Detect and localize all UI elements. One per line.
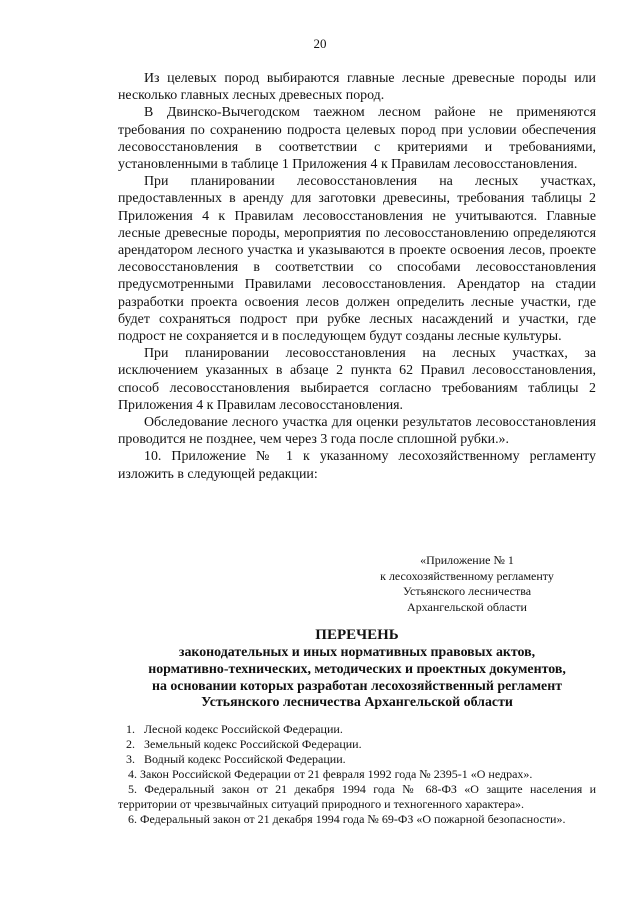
page-number: 20: [313, 36, 327, 51]
paragraph: В Двинско-Вычегодском таежном лесном районе не применяются требования по сохранению подроста целевых пород при условии обеспечения лесовосстановления в соответствии с критериями и требованиями, установленными в таблице 1 Приложения 4 к Правилам лесовосстановления.: [118, 105, 596, 173]
list-item: 2. Земельный кодекс Российской Федерации.: [126, 737, 362, 751]
paragraph: При планировании лесовосстановления на лесных участках, предоставленных в аренду для заготовки древесины, требования таблицы 2 Приложения 4 к Правилам лесовосстановления не учитываются. Главные лесные древесные породы, мероприятия по лесовосстановлению определяются арендатором лесного участка и указываются в проекте освоения лесов, проекте лесовосстановления в соответствии со способами лесовосстановления предусмотренными Правилами лесовосстановления. Арендатор на стадии разработки проекта освоения лесов должен определить лесные участки, где будет сохраняться подрост при рубке лесных насаждений и участки, где подрост не сохраняется и в последующем будут созданы лесные культуры.: [118, 174, 596, 345]
body-text: [118, 70, 596, 483]
appendix-ref-line: Устьянского лесничества: [402, 584, 532, 598]
list-subtitle-line: законодательных и иных нормативных правовых актов,: [178, 645, 536, 660]
appendix-reference: [360, 553, 574, 615]
list-subtitle-line: Устьянского лесничества Архангельской области: [201, 695, 513, 711]
paragraph: Обследование лесного участка для оценки результатов лесовосстановления проводится не позднее, чем через 3 года после сплошной рубки.».: [118, 415, 596, 448]
appendix-ref-line: к лесохозяйственному регламенту: [380, 568, 554, 583]
appendix-ref-line: Архангельской области: [407, 599, 527, 614]
appendix-ref-line: «Приложение № 1: [420, 553, 514, 567]
list-item: 6. Федеральный закон от 21 декабря 1994 года № 69-ФЗ «О пожарной безопасности».: [128, 812, 566, 826]
list-item: 5. Федеральный закон от 21 декабря 1994 года № 68-ФЗ «О защите населения и территории от чрезвычайных ситуаций природного и техногенного характера».: [118, 782, 596, 811]
list-item: 1. Лесной кодекс Российской Федерации.: [126, 722, 343, 736]
list-item: 3. Водный кодекс Российской Федерации.: [126, 752, 346, 766]
list-heading: [118, 626, 596, 712]
list-item: 4. Закон Российской Федерации от 21 февраля 1992 года № 2395-1 «О недрах».: [128, 767, 533, 781]
paragraph: Из целевых пород выбираются главные лесные древесные породы или несколько главных лесных древесных пород.: [118, 71, 596, 104]
list-subtitle-line: нормативно-технических, методических и проектных документов,: [148, 661, 566, 677]
paragraph-item-10: 10. Приложение № 1 к указанному лесохозяйственному регламенту изложить в следующей редакции:: [118, 449, 596, 482]
paragraph: При планировании лесовосстановления на лесных участках, за исключением указанных в абзаце 2 пункта 62 Правил лесовосстановления, способ лесовосстановления выбирается согласно требованиям таблицы 2 Приложения 4 к Правилам лесовосстановления.: [118, 346, 596, 413]
document-list: [118, 722, 596, 827]
list-subtitle-line: на основании которых разработан лесохозяйственный регламент: [151, 678, 563, 694]
list-title: ПЕРЕЧЕНЬ: [315, 627, 399, 643]
